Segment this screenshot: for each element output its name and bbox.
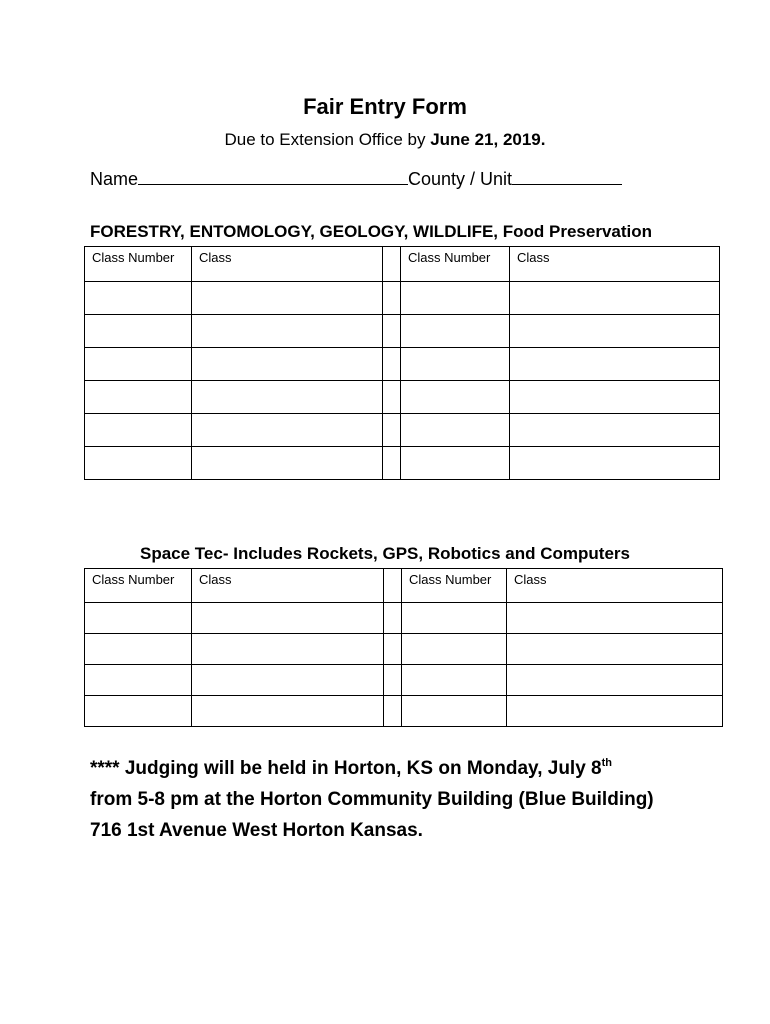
spacer-cell [384, 634, 402, 665]
class-number-cell[interactable] [85, 348, 192, 381]
name-blank[interactable] [138, 168, 408, 185]
section1-heading: FORESTRY, ENTOMOLOGY, GEOLOGY, WILDLIFE, Food Preservation [90, 222, 653, 241]
class-cell[interactable] [510, 414, 720, 447]
class-number-cell[interactable] [401, 414, 510, 447]
county-blank[interactable] [512, 168, 622, 185]
class-cell[interactable] [192, 696, 384, 727]
class-cell[interactable] [192, 381, 383, 414]
table-row [85, 315, 720, 348]
class-number-cell[interactable] [401, 348, 510, 381]
section1-table [84, 246, 720, 480]
table-row [85, 665, 723, 696]
table-row [85, 634, 723, 665]
class-number-cell[interactable] [85, 447, 192, 480]
class-number-cell[interactable] [401, 282, 510, 315]
due-date: June 21, 2019. [430, 130, 546, 149]
class-cell[interactable] [192, 315, 383, 348]
due-prefix: Due to Extension Office by [224, 130, 431, 149]
spacer-cell [384, 603, 402, 634]
county-label: County / Unit [408, 169, 513, 189]
class-number-cell[interactable] [85, 315, 192, 348]
header-cell: Class [507, 569, 723, 603]
class-cell[interactable] [192, 348, 383, 381]
header-cell: Class Number [401, 247, 510, 282]
table-row [85, 696, 723, 727]
header-cell: Class Number [85, 247, 192, 282]
class-cell[interactable] [510, 282, 720, 315]
spacer-cell [383, 381, 401, 414]
table-row [85, 414, 720, 447]
class-number-cell[interactable] [85, 603, 192, 634]
header-cell: Class Number [402, 569, 507, 603]
class-number-cell[interactable] [85, 665, 192, 696]
spacer-cell [384, 665, 402, 696]
class-cell[interactable] [507, 603, 723, 634]
name-label: Name [90, 169, 139, 189]
header-cell: Class [192, 569, 384, 603]
spacer-cell [383, 348, 401, 381]
class-cell[interactable] [192, 665, 384, 696]
ordinal-suffix: th [601, 757, 613, 769]
notice-line-1: **** Judging will be held in Horton, KS on Monday, July 8th [90, 757, 613, 779]
class-cell[interactable] [510, 348, 720, 381]
spacer-cell [383, 414, 401, 447]
table-row [85, 381, 720, 414]
spacer-cell [383, 315, 401, 348]
class-number-cell[interactable] [402, 634, 507, 665]
table-row [85, 603, 723, 634]
class-number-cell[interactable] [402, 665, 507, 696]
header-cell: Class [192, 247, 383, 282]
class-number-cell[interactable] [401, 315, 510, 348]
class-cell[interactable] [192, 634, 384, 665]
class-cell[interactable] [510, 315, 720, 348]
due-date-line [0, 130, 770, 150]
spacer-cell [384, 569, 402, 603]
class-cell[interactable] [192, 282, 383, 315]
class-cell[interactable] [192, 447, 383, 480]
form-title: Fair Entry Form [303, 94, 467, 119]
class-number-cell[interactable] [402, 603, 507, 634]
class-cell[interactable] [192, 414, 383, 447]
table-row [85, 282, 720, 315]
class-number-cell[interactable] [85, 696, 192, 727]
class-cell[interactable] [507, 634, 723, 665]
class-number-cell[interactable] [401, 381, 510, 414]
class-cell[interactable] [507, 665, 723, 696]
class-number-cell[interactable] [85, 381, 192, 414]
class-number-cell[interactable] [85, 634, 192, 665]
table-header-row [85, 247, 720, 282]
spacer-cell [383, 247, 401, 282]
spacer-cell [384, 696, 402, 727]
name-county-line [90, 168, 622, 190]
class-cell[interactable] [192, 603, 384, 634]
table-row [85, 447, 720, 480]
header-cell: Class Number [85, 569, 192, 603]
class-cell[interactable] [510, 381, 720, 414]
class-number-cell[interactable] [402, 696, 507, 727]
class-cell[interactable] [507, 696, 723, 727]
notice-line-2: from 5-8 pm at the Horton Community Building (Blue Building) [90, 789, 654, 810]
section2-table [84, 568, 723, 727]
class-cell[interactable] [510, 447, 720, 480]
class-number-cell[interactable] [85, 282, 192, 315]
class-number-cell[interactable] [401, 447, 510, 480]
judging-notice [90, 748, 654, 846]
table-header-row [85, 569, 723, 603]
spacer-cell [383, 447, 401, 480]
section2-heading: Space Tec- Includes Rockets, GPS, Robotics and Computers [140, 544, 630, 563]
notice-line-3: 716 1st Avenue West Horton Kansas. [90, 820, 423, 841]
class-number-cell[interactable] [85, 414, 192, 447]
spacer-cell [383, 282, 401, 315]
table-row [85, 348, 720, 381]
header-cell: Class [510, 247, 720, 282]
